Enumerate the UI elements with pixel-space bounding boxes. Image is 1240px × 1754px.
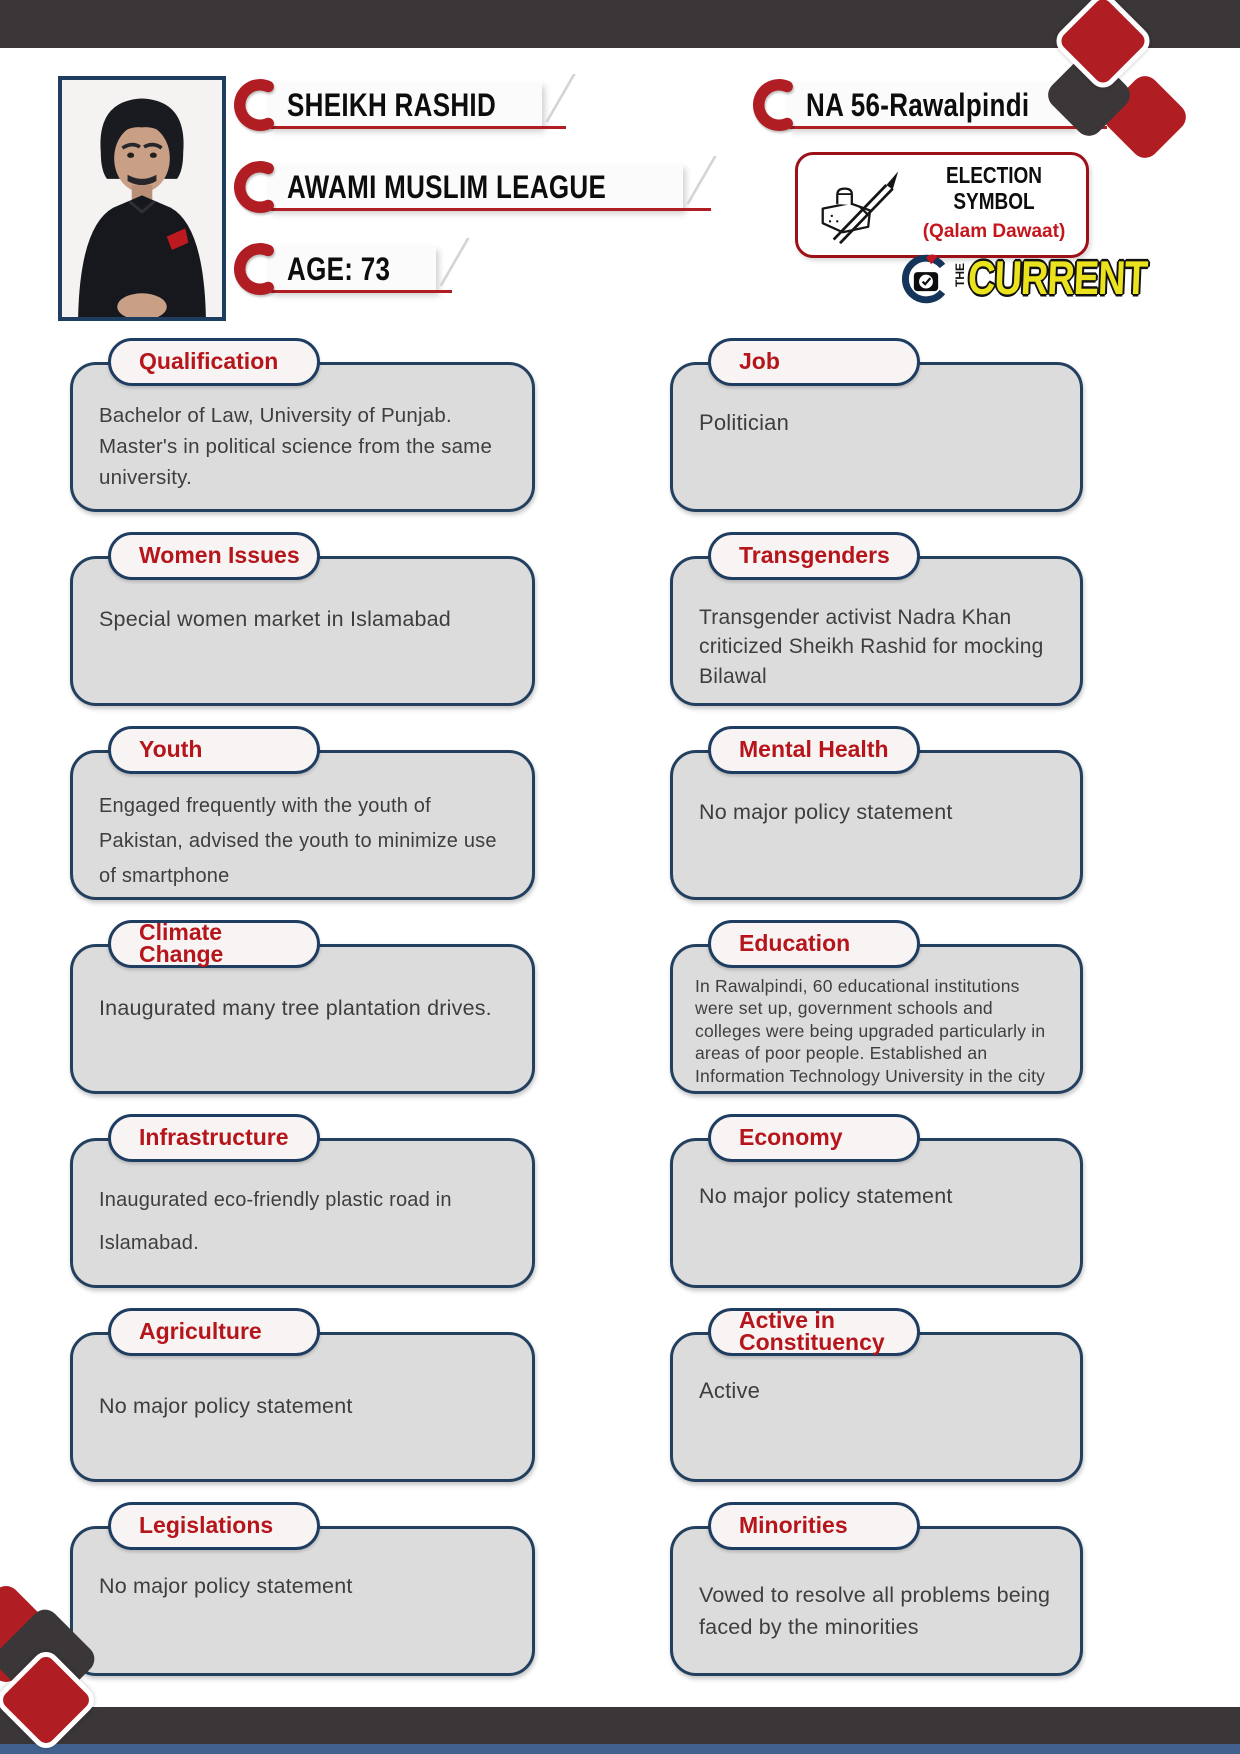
party-name: AWAMI MUSLIM LEAGUE xyxy=(287,167,607,206)
card-body-text: In Rawalpindi, 60 educational institutions were set up, government schools and colleges were being upgraded particularly in areas of poor people. Established an Information Technology University in the city xyxy=(695,976,1046,1086)
card-title-pill xyxy=(108,726,320,774)
card-title: Mental Health xyxy=(739,736,889,763)
card-title: Legislations xyxy=(139,1512,274,1539)
card-women-issues xyxy=(70,532,535,706)
card-body-text: Transgender activist Nadra Khan criticized Sheikh Rashid for mocking Bilawal xyxy=(699,606,1044,688)
card-body-text: Inaugurated eco-friendly plastic road in Islamabad. xyxy=(99,1189,452,1254)
card-body-text: Special women market in Islamabad xyxy=(99,607,451,631)
card-title: Youth xyxy=(139,736,203,763)
card-qualification xyxy=(70,338,535,512)
bracket-icon xyxy=(233,159,277,215)
card-title: Minorities xyxy=(739,1512,848,1539)
card-body-text: No major policy statement xyxy=(699,1184,953,1208)
card-infrastructure xyxy=(70,1114,535,1288)
bottom-border-bar xyxy=(0,1707,1240,1744)
card-title-pill xyxy=(708,1114,920,1162)
constituency-plate xyxy=(752,76,1075,134)
bracket-icon xyxy=(233,77,277,133)
age-label: AGE: 73 xyxy=(287,249,391,288)
card-climate-change xyxy=(70,920,535,1094)
card-title-pill xyxy=(708,1308,920,1356)
card-body-text: No major policy statement xyxy=(99,1394,353,1418)
election-symbol-name: (Qalam Dawaat) xyxy=(922,220,1066,242)
card-economy xyxy=(670,1114,1083,1288)
card-title-pill xyxy=(108,532,320,580)
logo-the-text: THE xyxy=(953,263,967,287)
card-title-pill xyxy=(708,532,920,580)
election-symbol-label: ELECTION SYMBOL xyxy=(945,163,1043,215)
card-body-text: Inaugurated many tree plantation drives. xyxy=(99,996,492,1020)
election-symbol-box xyxy=(795,152,1089,258)
top-border-bar xyxy=(0,0,1240,48)
bracket-icon xyxy=(752,77,796,133)
the-current-logo xyxy=(900,253,1147,305)
candidate-portrait-illustration xyxy=(62,80,222,317)
card-minorities xyxy=(670,1502,1083,1676)
constituency-name: NA 56-Rawalpindi xyxy=(806,85,1030,124)
card-body-text: Vowed to resolve all problems being faced by the minorities xyxy=(699,1583,1051,1640)
card-legislations xyxy=(70,1502,535,1676)
card-title: Qualification xyxy=(139,348,279,375)
card-title-pill xyxy=(708,920,920,968)
card-body-text: Engaged frequently with the youth of Pakistan, advised the youth to minimize use of smartphone xyxy=(99,795,497,887)
card-title: Economy xyxy=(739,1124,843,1151)
card-title: Infrastructure xyxy=(139,1124,289,1151)
card-body-text: Bachelor of Law, University of Punjab. Master's in political science from the same university. xyxy=(99,404,493,489)
card-title-pill xyxy=(108,338,320,386)
card-title: Agriculture xyxy=(139,1318,262,1345)
card-transgenders xyxy=(670,532,1083,706)
party-plate xyxy=(233,158,683,216)
logo-current-text: CURRENT xyxy=(966,252,1148,305)
card-mental-health xyxy=(670,726,1083,900)
age-plate xyxy=(233,240,436,298)
card-active-in-constituency xyxy=(670,1308,1083,1482)
candidate-name-plate xyxy=(233,76,542,134)
policy-cards-grid xyxy=(70,338,1083,1676)
card-title-pill xyxy=(108,1502,320,1550)
card-title-pill xyxy=(108,1308,320,1356)
card-job xyxy=(670,338,1083,512)
card-title-pill xyxy=(108,920,320,968)
card-title-pill xyxy=(708,338,920,386)
card-agriculture xyxy=(70,1308,535,1482)
card-body-text: No major policy statement xyxy=(99,1574,353,1598)
card-title: Women Issues xyxy=(139,542,300,569)
card-title: Education xyxy=(739,930,851,957)
bracket-icon xyxy=(233,241,277,297)
card-education xyxy=(670,920,1083,1094)
bottom-blue-strip xyxy=(0,1744,1240,1754)
card-youth xyxy=(70,726,535,900)
card-title: Transgenders xyxy=(739,542,890,569)
card-body-text: Politician xyxy=(699,410,790,435)
card-title-pill xyxy=(708,1502,920,1550)
candidate-name: SHEIKH RASHID xyxy=(287,85,497,124)
card-title-pill xyxy=(108,1114,320,1162)
candidate-photo xyxy=(58,76,226,321)
card-title: Job xyxy=(739,348,780,375)
card-body-text: No major policy statement xyxy=(699,800,953,824)
pen-and-inkpot-icon xyxy=(810,166,910,244)
ballot-box-icon xyxy=(900,253,952,305)
card-body-text: Active xyxy=(699,1378,761,1403)
card-title: Active in Constituency xyxy=(739,1307,885,1355)
card-title: Climate Change xyxy=(139,919,224,967)
card-title-pill xyxy=(708,726,920,774)
